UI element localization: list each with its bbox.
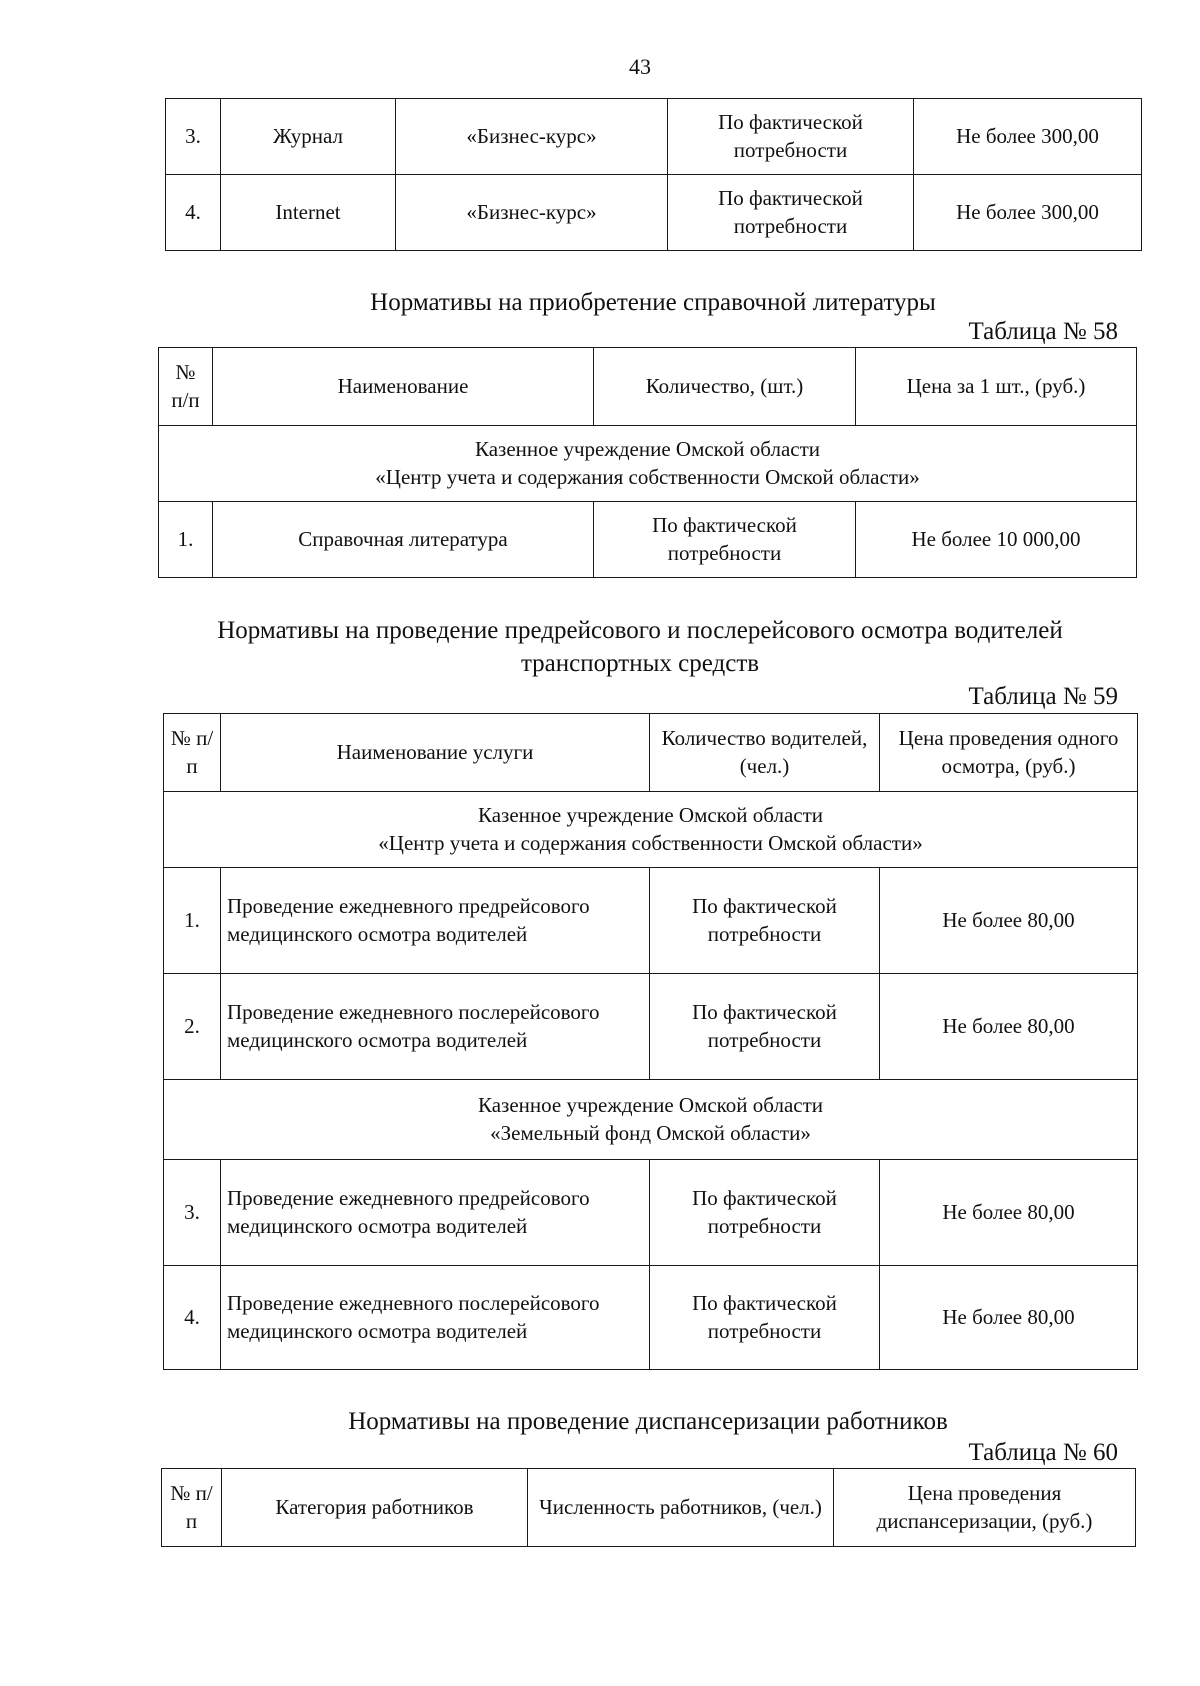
table-row <box>159 502 1137 578</box>
item-publisher: «Бизнес-курс» <box>396 99 668 175</box>
item-quantity: По фактической потребности <box>668 99 914 175</box>
table60-header-row <box>162 1469 1136 1547</box>
item-name: Internet <box>221 175 396 251</box>
row-number: 3. <box>166 99 221 175</box>
table59 <box>163 713 1138 1370</box>
table60-title: Нормативы на проведение диспансеризации работников <box>348 1408 948 1435</box>
continuation-table <box>165 98 1142 251</box>
table59-title-line1: Нормативы на проведение предрейсового и послерейсового осмотра водителей <box>217 617 1063 644</box>
table-row <box>164 1266 1138 1370</box>
table59-header-row <box>164 714 1138 792</box>
item-quantity: По фактической потребности <box>668 175 914 251</box>
table60 <box>161 1468 1136 1547</box>
row-number: 3. <box>164 1160 221 1266</box>
item-quantity: По фактической потребности <box>650 868 880 974</box>
table58-header-row <box>159 348 1137 426</box>
table-row <box>166 99 1142 175</box>
header-quantity: Численность работников, (чел.) <box>528 1469 834 1547</box>
header-name: Наименование услуги <box>221 714 650 792</box>
table58-label: Таблица № 58 <box>968 318 1118 345</box>
header-num: № п/п <box>159 348 213 426</box>
item-name: Справочная литература <box>213 502 594 578</box>
group-row <box>164 792 1138 868</box>
organization-name: «Центр учета и содержания собственности Омской области» <box>375 464 920 489</box>
organization-type: Казенное учреждение Омской области <box>477 1093 823 1118</box>
organization-name: «Центр учета и содержания собственности Омской области» <box>378 830 923 855</box>
header-price: Цена проведения диспансеризации, (руб.) <box>834 1469 1136 1547</box>
header-price: Цена за 1 шт., (руб.) <box>856 348 1137 426</box>
service-name: Проведение ежедневного предрейсового медицинского осмотра водителей <box>221 1160 650 1266</box>
table58-block <box>158 347 1137 578</box>
row-number: 1. <box>164 868 221 974</box>
row-number: 4. <box>164 1266 221 1370</box>
item-quantity: По фактической потребности <box>650 1160 880 1266</box>
service-name: Проведение ежедневного предрейсового медицинского осмотра водителей <box>221 868 650 974</box>
table-row <box>164 974 1138 1080</box>
service-name: Проведение ежедневного послерейсового медицинского осмотра водителей <box>221 1266 650 1370</box>
item-publisher: «Бизнес-курс» <box>396 175 668 251</box>
organization-type: Казенное учреждение Омской области <box>474 437 820 462</box>
table59-title-line2: транспортных средств <box>520 649 760 677</box>
table58-title: Нормативы на приобретение справочной литературы <box>370 289 936 316</box>
table58 <box>158 347 1137 578</box>
table-row <box>164 1160 1138 1266</box>
header-quantity: Количество, (шт.) <box>594 348 856 426</box>
table-row <box>164 868 1138 974</box>
group-row <box>159 426 1137 502</box>
service-name: Проведение ежедневного послерейсового медицинского осмотра водителей <box>221 974 650 1080</box>
item-name: Журнал <box>221 99 396 175</box>
item-price: Не более 300,00 <box>914 99 1142 175</box>
item-price: Не более 80,00 <box>880 974 1138 1080</box>
continuation-table-block <box>165 98 1142 251</box>
organization-cell <box>159 426 1137 502</box>
item-price: Не более 80,00 <box>880 1266 1138 1370</box>
table59-label: Таблица № 59 <box>968 683 1118 710</box>
item-price: Не более 10 000,00 <box>856 502 1137 578</box>
row-number: 1. <box>159 502 213 578</box>
item-quantity: По фактической потребности <box>594 502 856 578</box>
group-row <box>164 1080 1138 1160</box>
page-number: 43 <box>629 54 651 79</box>
item-quantity: По фактической потребности <box>650 1266 880 1370</box>
header-num: № п/п <box>162 1469 222 1547</box>
item-price: Не более 80,00 <box>880 1160 1138 1266</box>
table-row <box>166 175 1142 251</box>
table60-block <box>161 1468 1136 1547</box>
table59-title <box>140 615 1140 680</box>
header-price: Цена проведения одного осмотра, (руб.) <box>880 714 1138 792</box>
row-number: 2. <box>164 974 221 1080</box>
item-price: Не более 300,00 <box>914 175 1142 251</box>
header-num: № п/п <box>164 714 221 792</box>
organization-cell <box>164 1080 1138 1160</box>
table60-label: Таблица № 60 <box>968 1439 1118 1466</box>
organization-name: «Земельный фонд Омской области» <box>490 1120 811 1145</box>
organization-type: Казенное учреждение Омской области <box>477 803 823 828</box>
header-quantity: Количество водителей, (чел.) <box>650 714 880 792</box>
item-quantity: По фактической потребности <box>650 974 880 1080</box>
table59-block <box>163 713 1138 1370</box>
header-name: Наименование <box>213 348 594 426</box>
organization-cell <box>164 792 1138 868</box>
header-name: Категория работников <box>222 1469 528 1547</box>
item-price: Не более 80,00 <box>880 868 1138 974</box>
row-number: 4. <box>166 175 221 251</box>
